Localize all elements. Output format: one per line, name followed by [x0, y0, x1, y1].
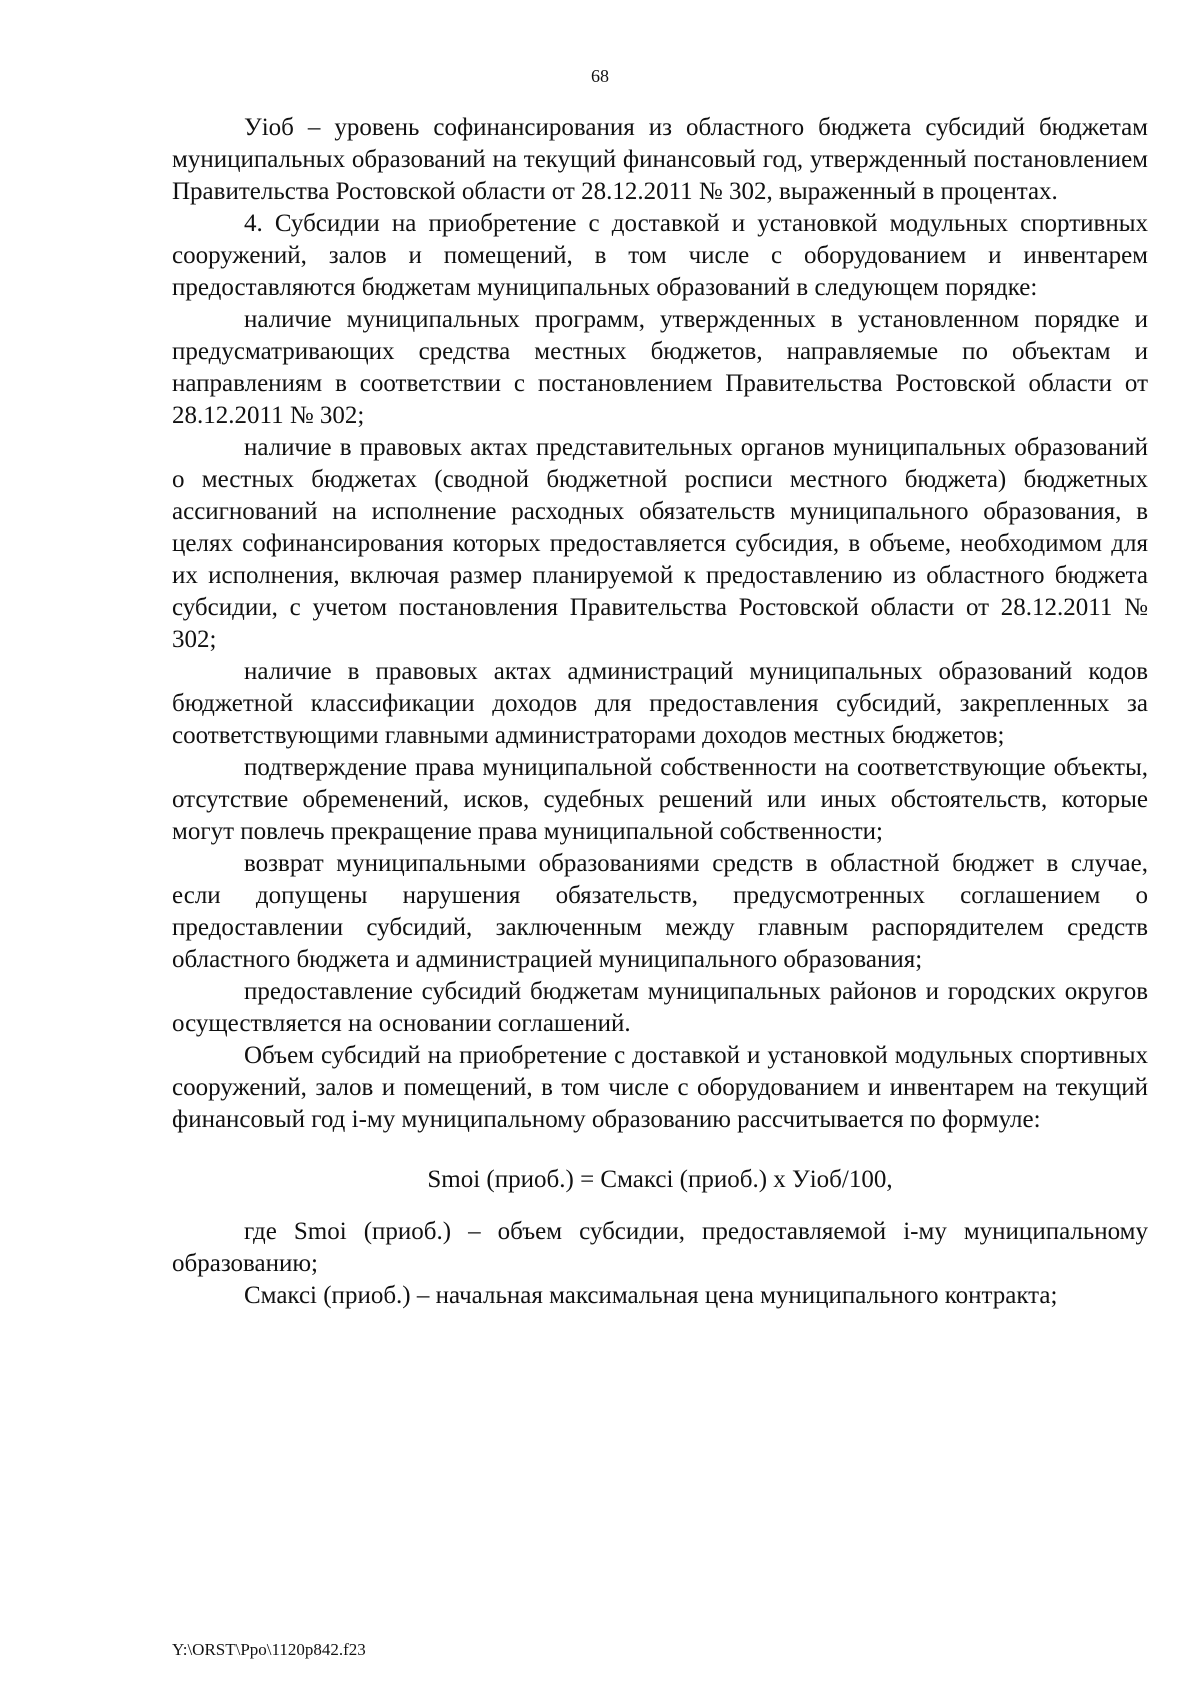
paragraph-condition-classification-codes: наличие в правовых актах администраций муниципальных образований кодов бюджетной классификации доходов для предоставления субсидий, закрепленных за соответствующими главными администраторами доходов местных бюджетов;	[172, 658, 1148, 749]
paragraph-agreements: предоставление субсидий бюджетам муниципальных районов и городских округов осуществляется на основании соглашений.	[172, 978, 1148, 1037]
paragraph-volume-formula-intro: Объем субсидий на приобретение с доставкой и установкой модульных спортивных сооружений, залов и помещений, в том числе с оборудованием и инвентарем на текущий финансовый год i-му муниципальному образованию рассчитывается по формуле:	[172, 1042, 1148, 1133]
formula: Smoi (приоб.) = Смаксi (приоб.) х Уiоб/100,	[427, 1166, 893, 1193]
document-body	[172, 112, 1148, 1312]
paragraph-condition-refund: возврат муниципальными образованиями средств в областной бюджет в случае, если допущены нарушения обязательств, предусмотренных соглашением о предоставлении субсидий, заключенным между главным распорядителем средств областного бюджета и администрацией муниципального образования;	[172, 850, 1148, 973]
paragraph-uiob-definition: Уiоб – уровень софинансирования из областного бюджета субсидий бюджетам муниципальных образований на текущий финансовый год, утвержденный постановлением Правительства Ростовской области от 28.12.2011 № 302, выраженный в процентах.	[172, 114, 1148, 205]
paragraph-condition-ownership: подтверждение права муниципальной собственности на соответствующие объекты, отсутствие обременений, исков, судебных решений или иных обстоятельств, которые могут повлечь прекращение права муниципальной собственности;	[172, 754, 1148, 845]
paragraph-where-smoi: где Smoi (приоб.) – объем субсидии, предоставляемой i-му муниципальному образованию;	[172, 1218, 1148, 1277]
paragraph-smaksi-definition: Смаксi (приоб.) – начальная максимальная цена муниципального контракта;	[244, 1282, 1058, 1309]
paragraph-condition-budget-acts: наличие в правовых актах представительных органов муниципальных образований о местных бюджетах (сводной бюджетной росписи местного бюджета) бюджетных ассигнований на исполнение расходных обязательств муниципального образования, в целях софинансирования которых предоставляется субсидия, в объеме, необходимом для их исполнения, включая размер планируемой к предоставлению из областного бюджета субсидии, с учетом постановления Правительства Ростовской области от 28.12.2011 № 302;	[172, 434, 1148, 653]
page-number: 68	[591, 66, 609, 86]
paragraph-condition-programs: наличие муниципальных программ, утвержденных в установленном порядке и предусматривающих средства местных бюджетов, направляемые по объектам и направлениям в соответствии с постановлением Правительства Ростовской области от 28.12.2011 № 302;	[172, 306, 1148, 429]
file-path-footer: Y:\ORST\Ppo\1120p842.f23	[172, 1640, 366, 1659]
paragraph-item-4: 4. Субсидии на приобретение с доставкой и установкой модульных спортивных сооружений, залов и помещений, в том числе с оборудованием и инвентарем предоставляются бюджетам муниципальных образований в следующем порядке:	[172, 210, 1148, 301]
